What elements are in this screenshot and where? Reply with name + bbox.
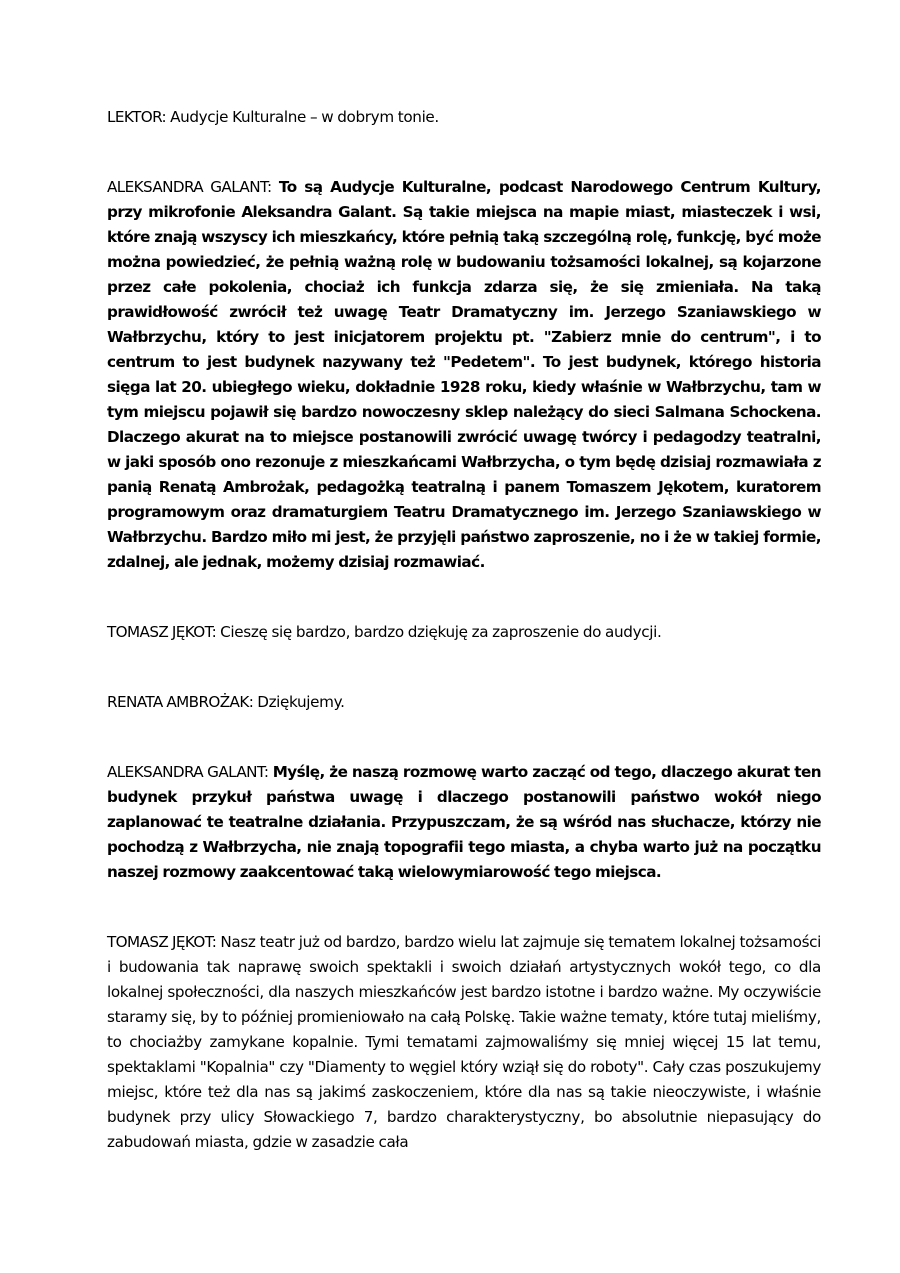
speaker-label: LEKTOR: <box>107 108 167 126</box>
speech-text: Myślę, że naszą rozmowę warto zacząć od tego, dlaczego akurat ten budynek przykuł państwa uwagę i dlaczego postanowili państwo wokół niego zaplanować te teatralne działania. Przypuszczam, że są wśród nas słuchacze, którzy nie pochodzą z Wałbrzycha, nie znają topografii tego miasta, a chyba warto już na początku naszej rozmowy zaakcentować taką wielowymiarowość tego miejsca. <box>107 763 822 881</box>
paragraph-jekot-thanks <box>107 620 821 645</box>
paragraph-galant-intro <box>107 175 821 575</box>
paragraph-jekot-answer <box>107 930 821 1155</box>
speaker-label: RENATA AMBROŻAK: <box>107 693 254 711</box>
paragraph-lektor-intro <box>107 105 821 130</box>
speaker-label: ALEKSANDRA GALANT: <box>107 178 272 196</box>
paragraph-ambrozak-thanks <box>107 690 821 715</box>
speech-text: Dziękujemy. <box>257 693 345 711</box>
speaker-label: TOMASZ JĘKOT: <box>107 623 217 641</box>
speech-text: Cieszę się bardzo, bardzo dziękuję za zaproszenie do audycji. <box>220 623 662 641</box>
speech-text: To są Audycje Kulturalne, podcast Narodowego Centrum Kultury, przy mikrofonie Aleksandra Galant. Są takie miejsca na mapie miast, miasteczek i wsi, które znają wszyscy ich mieszkańcy, które pełnią taką szczególną rolę, funkcję, być może można powiedzieć, że pełnią ważną rolę w budowaniu tożsamości lokalnej, są kojarzone przez całe pokolenia, chociaż ich funkcja zdarza się, że się zmieniała. Na taką prawidłowość zwrócił też uwagę Teatr Dramatyczny im. Jerzego Szaniawskiego w Wałbrzychu, który to jest inicjatorem projektu pt. "Zabierz mnie do centrum", i to centrum to jest budynek nazywany też "Pedetem". To jest budynek, którego historia sięga lat 20. ubiegłego wieku, dokładnie 1928 roku, kiedy właśnie w Wałbrzychu, tam w tym miejscu pojawił się bardzo nowoczesny sklep należący do sieci Salmana Schockena. Dlaczego akurat na to miejsce postanowili zwrócić uwagę twórcy i pedagodzy teatralni, w jaki sposób ono rezonuje z mieszkańcami Wałbrzycha, o tym będę dzisiaj rozmawiała z panią Renatą Ambrożak, pedagożką teatralną i panem Tomaszem Jękotem, kuratorem programowym oraz dramaturgiem Teatru Dramatycznego im. Jerzego Szaniawskiego w Wałbrzychu. Bardzo miło mi jest, że przyjęli państwo zaproszenie, no i że w takiej formie, zdalnej, ale jednak, możemy dzisiaj rozmawiać. <box>107 178 821 571</box>
speaker-label: TOMASZ JĘKOT: <box>107 933 217 951</box>
speech-text: Nasz teatr już od bardzo, bardzo wielu lat zajmuje się tematem lokalnej tożsamości i budowania tak naprawę swoich spektakli i swoich działań artystycznych wokół tego, co dla lokalnej społeczności, dla naszych mieszkańców jest bardzo istotne i bardzo ważne. My oczywiście staramy się, by to później promieniowało na całą Polskę. Takie ważne tematy, które tutaj mieliśmy, to chociażby zamykane kopalnie. Tymi tematami zajmowaliśmy się mniej więcej 15 lat temu, spektaklami "Kopalnia" czy "Diamenty to węgiel który wziął się do roboty". Cały czas poszukujemy miejsc, które też dla nas są jakimś zaskoczeniem, które dla nas są takie nieoczywiste, i właśnie budynek przy ulicy Słowackiego 7, bardzo charakterystyczny, bo absolutnie niepasujący do zabudowań miasta, gdzie w zasadzie cała <box>107 933 821 1151</box>
paragraph-galant-question <box>107 760 821 885</box>
speaker-label: ALEKSANDRA GALANT: <box>107 763 269 781</box>
transcript-page <box>107 105 821 1155</box>
speech-text: Audycje Kulturalne – w dobrym tonie. <box>170 108 439 126</box>
